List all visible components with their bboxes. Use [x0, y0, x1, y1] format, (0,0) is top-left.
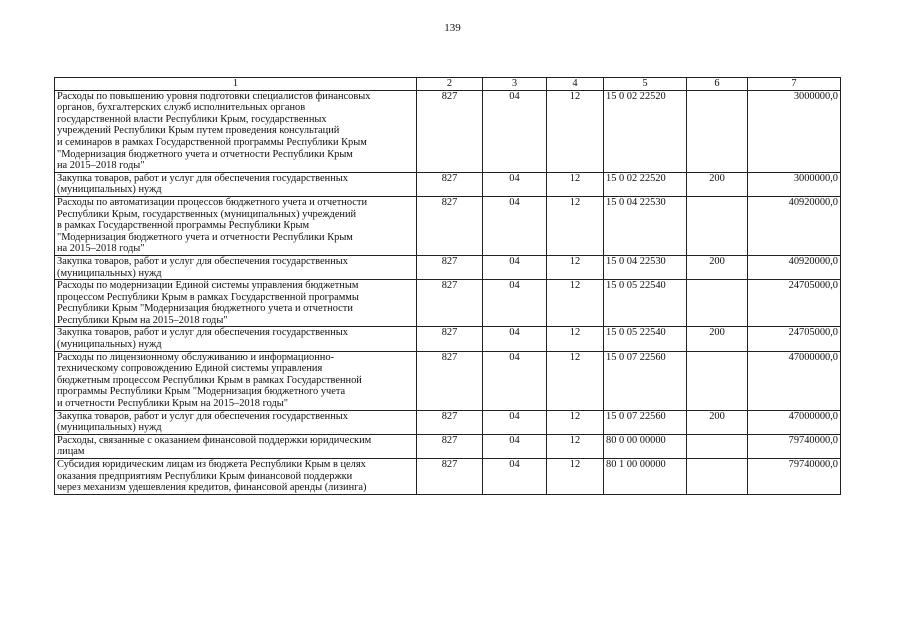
section-code: 04 [483, 351, 547, 410]
ministry-code: 827 [417, 459, 483, 495]
target-article-code: 15 0 02 22520 [604, 90, 687, 172]
expense-type-code [687, 434, 748, 458]
amount: 40920000,0 [748, 196, 841, 255]
subsection-code: 12 [547, 196, 604, 255]
ministry-code: 827 [417, 434, 483, 458]
target-article-code: 15 0 04 22530 [604, 196, 687, 255]
row-description: Субсидия юридическим лицам из бюджета Республики Крым в целях оказания предприятиям Республики Крым финансовой поддержки через механизм удешевления кредитов, финансовой аренды (лизинга) [55, 459, 417, 495]
page-number: 139 [444, 22, 461, 34]
target-article-code: 80 0 00 00000 [604, 434, 687, 458]
row-description: Закупка товаров, работ и услуг для обеспечения государственных (муниципальных) нужд [55, 410, 417, 434]
section-code: 04 [483, 196, 547, 255]
ministry-code: 827 [417, 196, 483, 255]
row-description: Расходы по автоматизации процессов бюджетного учета и отчетности Республики Крым, государственных (муниципальных) учреждений в рамках Государственной программы Республики Крым "Модернизация бюджетного учета и отчетности Республики Крым на 2015–2018 годы" [55, 196, 417, 255]
ministry-code: 827 [417, 90, 483, 172]
row-description: Расходы по повышению уровня подготовки специалистов финансовых органов, бухгалтерских служб исполнительных органов государственной власти Республики Крым, государственных учреждений Республики Крым путем проведения консультаций и семинаров в рамках Государственной программы Республики Крым "Модернизация бюджетного учета и отчетности Республики Крым на 2015–2018 годы" [55, 90, 417, 172]
row-description: Расходы по модернизации Единой системы управления бюджетным процессом Республики Крым в рамках Государственной программы Республики Крым "Модернизация бюджетного учета и отчетности Республики Крым на 2015–2018 годы" [55, 280, 417, 327]
table-row [55, 172, 841, 196]
table-row [55, 90, 841, 172]
target-article-code: 15 0 05 22540 [604, 280, 687, 327]
table-row [55, 434, 841, 458]
ministry-code: 827 [417, 172, 483, 196]
column-header: 5 [604, 78, 687, 91]
target-article-code: 15 0 04 22530 [604, 255, 687, 279]
amount: 79740000,0 [748, 459, 841, 495]
table-row [55, 410, 841, 434]
ministry-code: 827 [417, 280, 483, 327]
table-row [55, 351, 841, 410]
row-description: Закупка товаров, работ и услуг для обеспечения государственных (муниципальных) нужд [55, 255, 417, 279]
amount: 47000000,0 [748, 351, 841, 410]
expense-type-code: 200 [687, 255, 748, 279]
target-article-code: 15 0 02 22520 [604, 172, 687, 196]
amount: 24705000,0 [748, 280, 841, 327]
subsection-code: 12 [547, 280, 604, 327]
expense-type-code [687, 196, 748, 255]
ministry-code: 827 [417, 410, 483, 434]
section-code: 04 [483, 255, 547, 279]
expense-type-code [687, 90, 748, 172]
row-description: Закупка товаров, работ и услуг для обеспечения государственных (муниципальных) нужд [55, 327, 417, 351]
subsection-code: 12 [547, 90, 604, 172]
column-header: 3 [483, 78, 547, 91]
row-description: Расходы по лицензионному обслуживанию и информационно- техническому сопровождению Единой системы управления бюджетным процессом Республики Крым в рамках Государственной программы Республики Крым "Модернизация бюджетного учета и отчетности Республики Крым на 2015–2018 годы" [55, 351, 417, 410]
expense-type-code [687, 351, 748, 410]
table-row [55, 327, 841, 351]
subsection-code: 12 [547, 172, 604, 196]
expense-type-code: 200 [687, 410, 748, 434]
expense-type-code: 200 [687, 172, 748, 196]
subsection-code: 12 [547, 327, 604, 351]
column-header: 4 [547, 78, 604, 91]
section-code: 04 [483, 434, 547, 458]
expense-type-code: 200 [687, 327, 748, 351]
column-header: 1 [55, 78, 417, 91]
amount: 40920000,0 [748, 255, 841, 279]
subsection-code: 12 [547, 410, 604, 434]
amount: 3000000,0 [748, 172, 841, 196]
column-header: 7 [748, 78, 841, 91]
ministry-code: 827 [417, 255, 483, 279]
section-code: 04 [483, 410, 547, 434]
table-row [55, 280, 841, 327]
amount: 47000000,0 [748, 410, 841, 434]
section-code: 04 [483, 459, 547, 495]
column-header: 2 [417, 78, 483, 91]
row-description: Расходы, связанные с оказанием финансовой поддержки юридическим лицам [55, 434, 417, 458]
subsection-code: 12 [547, 434, 604, 458]
expense-type-code [687, 459, 748, 495]
budget-table [54, 77, 841, 495]
column-number-row [55, 78, 841, 91]
ministry-code: 827 [417, 327, 483, 351]
target-article-code: 80 1 00 00000 [604, 459, 687, 495]
table-row [55, 255, 841, 279]
subsection-code: 12 [547, 459, 604, 495]
row-description: Закупка товаров, работ и услуг для обеспечения государственных (муниципальных) нужд [55, 172, 417, 196]
column-header: 6 [687, 78, 748, 91]
expense-type-code [687, 280, 748, 327]
amount: 24705000,0 [748, 327, 841, 351]
target-article-code: 15 0 07 22560 [604, 351, 687, 410]
target-article-code: 15 0 05 22540 [604, 327, 687, 351]
section-code: 04 [483, 327, 547, 351]
subsection-code: 12 [547, 351, 604, 410]
table-row [55, 459, 841, 495]
amount: 79740000,0 [748, 434, 841, 458]
subsection-code: 12 [547, 255, 604, 279]
ministry-code: 827 [417, 351, 483, 410]
section-code: 04 [483, 280, 547, 327]
section-code: 04 [483, 172, 547, 196]
table-row [55, 196, 841, 255]
amount: 3000000,0 [748, 90, 841, 172]
target-article-code: 15 0 07 22560 [604, 410, 687, 434]
section-code: 04 [483, 90, 547, 172]
